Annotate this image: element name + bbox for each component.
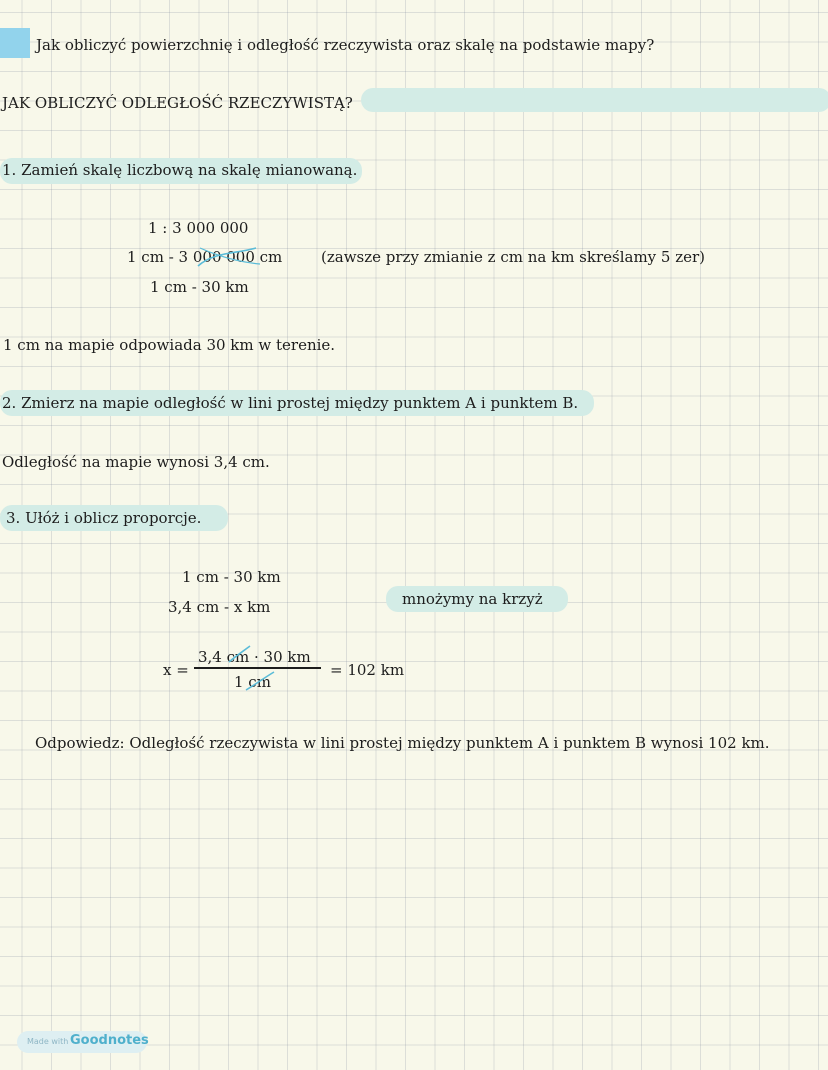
step2-label: 2. Zmierz na mapie odległość w lini prostej między punktem A i punktem B. (2, 394, 579, 412)
fraction-result: = 102 km (330, 661, 405, 679)
conversion-note: (zawsze przy zmianie z cm na km skreślamy 5 zer) (321, 248, 706, 266)
cm-strike-mark-bottom (244, 670, 278, 692)
section-highlight (361, 88, 828, 112)
cross-multiply-note: mnożymy na krzyż (402, 590, 543, 608)
page-title: Jak obliczyć powierzchnię i odległość rzeczywista oraz skalę na podstawie mapy? (36, 36, 655, 54)
numeric-scale: 1 : 3 000 000 (148, 219, 249, 237)
title-marker (0, 28, 30, 58)
fraction-numerator: 3,4 cm · 30 km (198, 648, 311, 666)
step1-conclusion: 1 cm na mapie odpowiada 30 km w terenie. (3, 336, 336, 354)
section-heading: JAK OBLICZYĆ ODLEGŁOŚĆ RZECZYWISTĄ? (2, 94, 353, 112)
step2-measurement: Odległość na mapie wynosi 3,4 cm. (2, 453, 270, 471)
zeros-strike-mark (194, 244, 264, 270)
cm-strike-mark-top (226, 644, 254, 666)
fraction-bar (194, 667, 321, 669)
badge-made-with: Made with (27, 1037, 69, 1046)
step1-label: 1. Zamień skalę liczbową na skalę mianowaną. (2, 161, 358, 179)
named-scale-left: 1 cm - 3 (127, 248, 193, 266)
badge-brand: Goodnotes (70, 1033, 149, 1048)
answer-text: Odpowiedz: Odległość rzeczywista w lini prostej między punktem A i punktem B wynosi 102 km. (35, 734, 770, 752)
step3-label: 3. Ułóż i oblicz proporcje. (6, 509, 202, 527)
proportion-line2: 3,4 cm - x km (168, 598, 271, 616)
fraction-denominator: 1 cm (234, 673, 271, 691)
named-scale-struck: 000 000 (192, 248, 255, 266)
x-label: x = (163, 661, 189, 679)
result-scale: 1 cm - 30 km (150, 278, 249, 296)
named-scale-right: cm (254, 248, 283, 266)
proportion-line1: 1 cm - 30 km (182, 568, 281, 586)
